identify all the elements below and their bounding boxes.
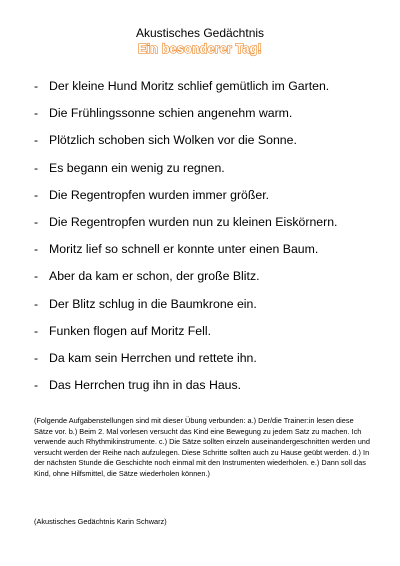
list-item	[34, 268, 374, 295]
sentence-text: Die Frühlingssonne schien angenehm warm.	[49, 106, 293, 121]
sentence-list	[34, 78, 374, 404]
bullet-dash: -	[34, 242, 39, 257]
sentence-text: Da kam sein Herrchen und rettete ihn.	[49, 350, 257, 365]
bullet-dash: -	[34, 160, 39, 175]
bullet-dash: -	[34, 378, 39, 393]
list-item	[34, 187, 374, 214]
list-item	[34, 350, 374, 377]
list-item	[34, 296, 374, 323]
list-item	[34, 214, 374, 241]
sentence-text: Plötzlich schoben sich Wolken vor die Sonne.	[49, 133, 297, 148]
sentence-text: Es begann ein wenig zu regnen.	[49, 160, 225, 175]
bullet-dash: -	[34, 106, 39, 121]
list-item	[34, 323, 374, 350]
bullet-dash: -	[34, 350, 39, 365]
list-item	[34, 78, 374, 105]
bullet-dash: -	[34, 269, 39, 284]
list-item	[34, 160, 374, 187]
bullet-dash: -	[34, 296, 39, 311]
bullet-dash: -	[34, 187, 39, 202]
document-title: Akustisches Gedächtnis	[135, 26, 265, 40]
bullet-dash: -	[34, 79, 39, 93]
bullet-dash: -	[34, 214, 39, 229]
list-item	[34, 132, 374, 159]
sentence-text: Der kleine Hund Moritz schlief gemütlich im Garten.	[49, 79, 330, 93]
bullet-dash: -	[34, 323, 39, 338]
bullet-dash: -	[34, 133, 39, 148]
sentence-text: Die Regentropfen wurden nun zu kleinen Eiskörnern.	[49, 214, 338, 229]
sentence-text: Der Blitz schlug in die Baumkrone ein.	[49, 296, 257, 311]
sentence-text: Aber da kam er schon, der große Blitz.	[49, 269, 260, 284]
instructions-paragraph: (Folgende Aufgabenstellungen sind mit dieser Übung verbunden: a.) Der/die Trainer:in lesen diese Sätze vor. b.) Beim 2. Mal vorlesen versucht das Kind eine Bewegung zu jedem Satz zu machen. Ich verwende auch Rhythmikinstrumente. c.) Die Sätze sollten einzeln auseinandergeschnitten werden und versucht werden der Reihe nach aufzulegen. Diese Schritte sollten auch zu Hause geübt werden. d.) In der nächsten Stunde die Geschichte noch einmal mit den Instrumenten wiederholen. e.) Dann soll das Kind, ohne Hilfsmittel, die Sätze wiederholen können.)	[34, 416, 370, 478]
sentence-text: Moritz lief so schnell er konnte unter einen Baum.	[49, 242, 319, 257]
list-item	[34, 241, 374, 268]
sentence-text: Das Herrchen trug ihn in das Haus.	[49, 378, 242, 393]
footer-credit: (Akustisches Gedächtnis Karin Schwarz)	[34, 517, 167, 526]
list-item	[34, 105, 374, 132]
document-subtitle: Ein besonderer Tag!	[138, 42, 262, 56]
list-item	[34, 377, 374, 404]
sentence-text: Die Regentropfen wurden immer größer.	[49, 187, 270, 202]
sentence-text: Funken flogen auf Moritz Fell.	[49, 323, 211, 338]
